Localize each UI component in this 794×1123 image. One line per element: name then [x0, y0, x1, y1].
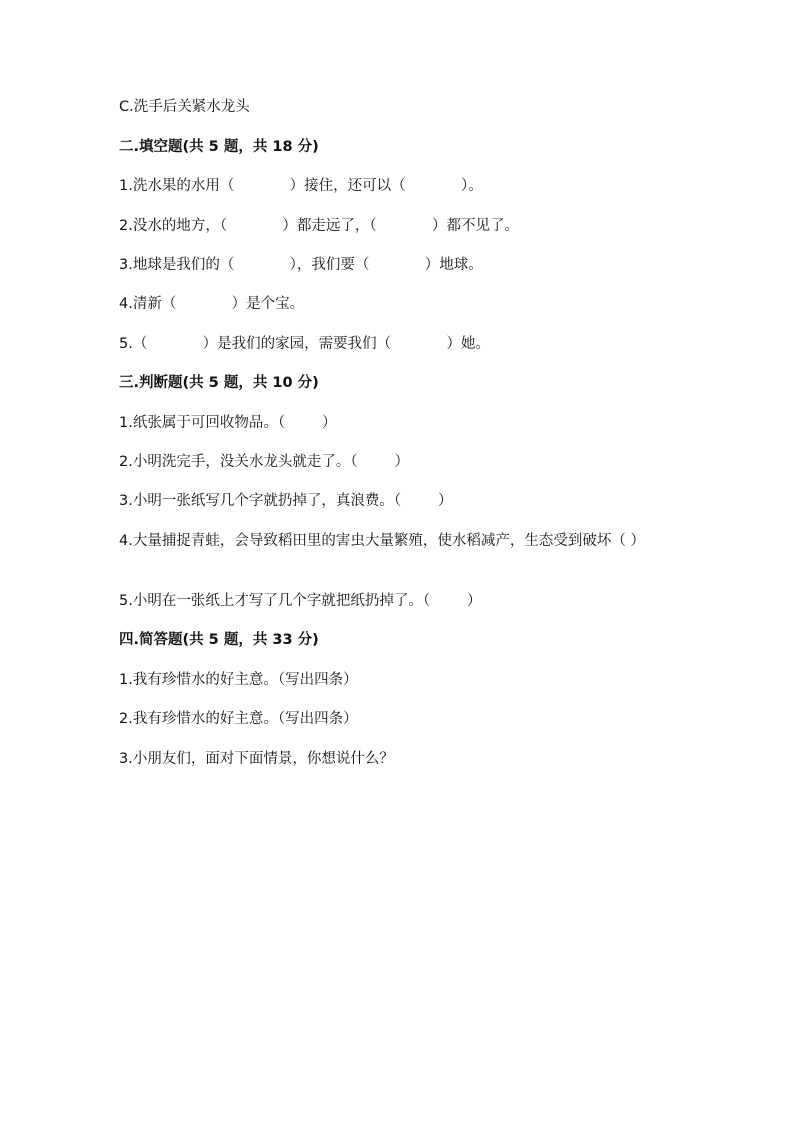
fill-blank-question-1: 1.洗水果的水用（ ）接住，还可以（ ）。	[119, 178, 483, 194]
true-false-question-2: 2.小明洗完手，没关水龙头就走了。（ ）	[119, 454, 409, 470]
fill-blank-question-3: 3.地球是我们的（ ），我们要（ ）地球。	[119, 257, 483, 273]
section-heading-short-answer: 四.简答题(共 5 题，共 33 分)	[119, 632, 319, 648]
fill-blank-question-2: 2.没水的地方，（ ）都走远了，（ ）都不见了。	[119, 218, 519, 234]
short-answer-question-3: 3.小朋友们，面对下面情景，你想说什么？	[119, 751, 394, 767]
short-answer-question-1: 1.我有珍惜水的好主意。（写出四条）	[119, 672, 358, 688]
section-heading-fill-blank: 二.填空题(共 5 题，共 18 分)	[119, 139, 319, 155]
true-false-question-5: 5.小明在一张纸上才写了几个字就把纸扔掉了。（ ）	[119, 593, 482, 609]
section-heading-true-false: 三.判断题(共 5 题，共 10 分)	[119, 375, 319, 391]
true-false-question-1: 1.纸张属于可回收物品。（ ）	[119, 415, 337, 431]
choice-option-c: C.洗手后关紧水龙头	[119, 99, 250, 115]
fill-blank-question-4: 4.清新（ ）是个宝。	[119, 296, 305, 312]
fill-blank-question-5: 5.（ ）是我们的家园，需要我们（ ）她。	[119, 336, 490, 352]
true-false-question-3: 3.小明一张纸写几个字就扔掉了，真浪费。（ ）	[119, 493, 453, 509]
short-answer-question-2: 2.我有珍惜水的好主意。（写出四条）	[119, 711, 358, 727]
true-false-question-4: 4.大量捕捉青蛙，会导致稻田里的害虫大量繁殖，使水稻减产，生态受到破坏（ ）	[119, 533, 645, 549]
